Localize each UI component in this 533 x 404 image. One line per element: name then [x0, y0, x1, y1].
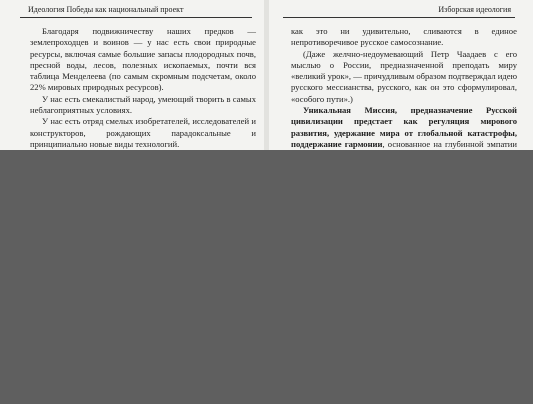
mission-rest-text: , основанное на глубинной эмпатии [382, 138, 517, 149]
left-paragraph-2: У нас есть смекалистый народ, умеющий творить в самых неблагоприятных условиях. [30, 93, 256, 116]
right-paragraph-2: (Даже желчно-недоумевающий Петр Чаадаев с его мыслью о России, предназначенной преподать миру «великий урок», — причудливым образом подтверждал идею русского мессианства, русского, как он это сформулировал, «особого пути».) [291, 48, 517, 104]
mission-bold-text: Уникальная Миссия, предназначение Русской цивилизации предстает как регуляция мирового развития, удержание мира от глобальной катастрофы, поддержание гармонии [291, 105, 517, 149]
left-header-rule [20, 17, 252, 18]
left-paragraph-3: У нас есть отряд смелых изобретателей, исследователей и конструкторов, рождающих парадоксальные и принципиально новые виды технологий. [30, 116, 256, 149]
right-header-rule [283, 17, 515, 18]
left-running-header: Идеология Победы как национальный проект [28, 5, 184, 14]
right-running-header: Изборская идеология [438, 5, 511, 14]
right-body-text [291, 26, 517, 162]
redaction-overlay [0, 150, 533, 404]
right-paragraph-1: как это ни удивительно, сливаются в единое непротиворечивое русское самосознание. [291, 26, 517, 48]
left-paragraph-1: Благодаря подвижничеству наших предков — землепроходцев и воинов — у нас есть свои природные ресурсы, включая самые большие запасы плодородных почв, пресной воды, лесов, полезных ископаемых, почти вся таблица Менделеева (по самым скромным подсчетам, около 22% мировых природных ресурсов). [30, 26, 256, 93]
left-body-text [30, 26, 256, 162]
